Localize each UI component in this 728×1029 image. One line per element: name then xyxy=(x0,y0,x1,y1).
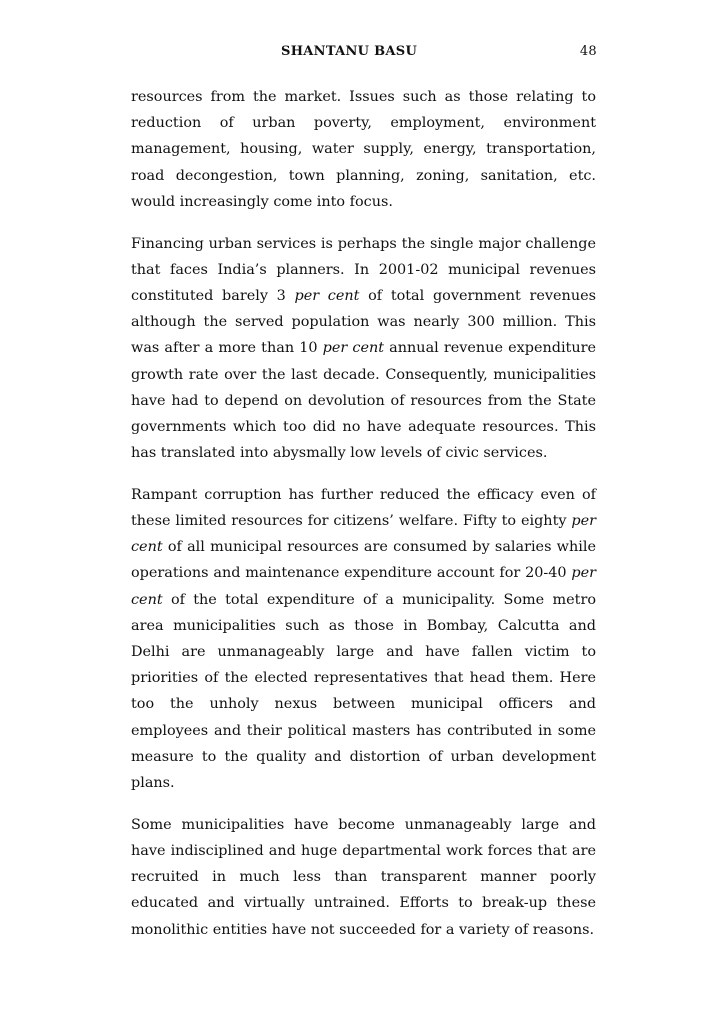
italic-text-run: per cent xyxy=(131,565,596,608)
text-run: Rampant corruption has further reduced the efficacy even of these limited resources for citizens’ welfare. Fifty to eighty xyxy=(131,486,596,530)
text-run: Financing urban services is perhaps the single major challenge that faces India’s planners. In 2001-02 municipal revenues constituted barely 3 xyxy=(131,235,596,304)
italic-text-run: per cent xyxy=(131,513,596,556)
paragraph xyxy=(131,84,596,215)
text-run: Some municipalities have become unmanageably large and have indisciplined and huge departmental work forces that are recruited in much less than transparent manner poorly educated and virtually untrained. Efforts to break-up these monolithic entities have not succeeded for a variety of reasons. xyxy=(131,816,596,938)
header-author: SHANTANU BASU xyxy=(281,44,418,59)
running-header xyxy=(131,44,597,64)
body-text xyxy=(131,84,596,958)
text-run: of the total expenditure of a municipality. Some metro area municipalities such as those in Bombay, Calcutta and Delhi are unmanageably large and have fallen victim to priorities of the elected representatives that head them. Here too the unholy nexus between municipal officers and employees and their political masters has contributed in some measure to the quality and distortion of urban development plans. xyxy=(131,591,596,792)
paragraph xyxy=(131,812,596,943)
page-number: 48 xyxy=(579,44,597,59)
italic-text-run: per cent xyxy=(322,340,385,357)
paragraph xyxy=(131,231,596,467)
italic-text-run: per cent xyxy=(294,287,360,304)
text-run: of all municipal resources are consumed by salaries while operations and maintenance expenditure account for 20-40 xyxy=(131,539,596,582)
text-run: of total government revenues although the served population was nearly 300 million. This was after a more than 10 xyxy=(131,287,596,357)
paragraph xyxy=(131,482,596,796)
text-run: resources from the market. Issues such as those relating to reduction of urban poverty, employment, environment management, housing, water supply, energy, transportation, road decongestion, town planning, zoning, sanitation, etc. would increasingly come into focus. xyxy=(131,89,596,210)
text-run: annual revenue expenditure growth rate over the last decade. Consequently, municipalities have had to depend on devolution of resources from the State governments which too did no have adequate resources. This has translated into abysmally low levels of civic services. xyxy=(131,340,596,462)
